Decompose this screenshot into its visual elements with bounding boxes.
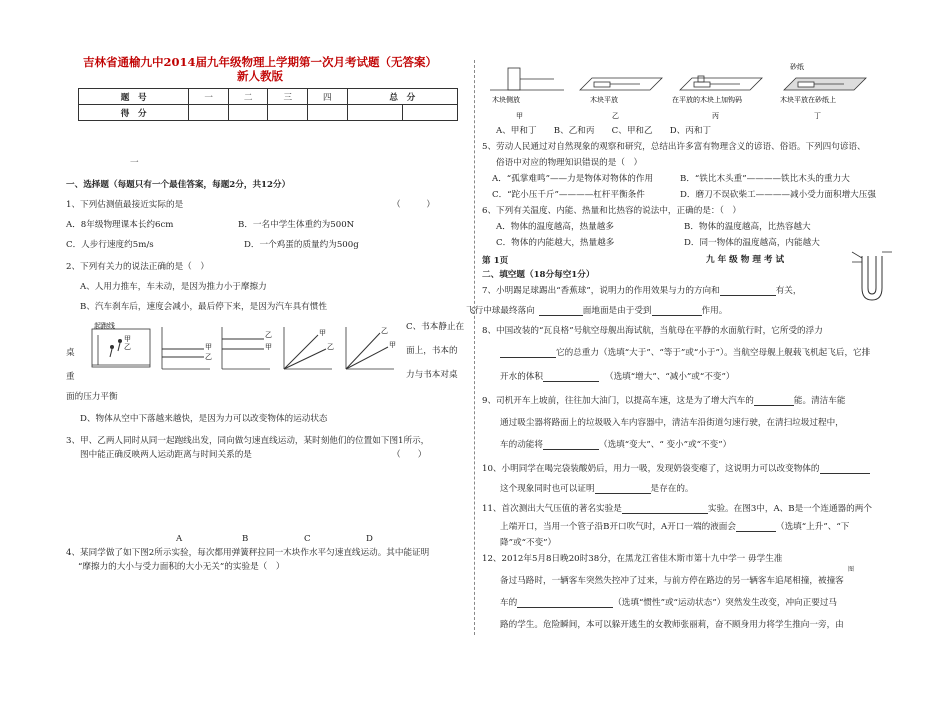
q7-text-a: 7、小明踢足球踢出“香蕉球”，说明力的作用效果与力的方向和 bbox=[482, 286, 720, 296]
q9-blank-2[interactable] bbox=[543, 449, 599, 450]
q7-text-b: 有关， bbox=[775, 286, 802, 296]
graph-b bbox=[222, 327, 272, 369]
u-tube-figure bbox=[848, 248, 896, 304]
section1-heading: 一、选择题（每题只有一个最佳答案，每题2分，共12分） bbox=[66, 180, 291, 190]
q7-blank-3[interactable] bbox=[652, 315, 702, 316]
q1-option-c: C．人步行速度约5m/s bbox=[66, 240, 154, 250]
q5-option-b: B．“铁比木头重”————铁比木头的重力大 bbox=[680, 174, 850, 184]
q11-text-2a: 上端开口，当用一个管子沿B开口吹气时，A开口一端的液面会 bbox=[500, 522, 736, 532]
q2-option-c-part3: 力与书本对桌 bbox=[406, 370, 458, 380]
figure-ding-name: 丁 bbox=[814, 112, 821, 120]
q6-option-c: C．物体的内能越大，热量越多 bbox=[496, 238, 615, 248]
figure-yi-caption: 木块平放 bbox=[590, 96, 618, 104]
q4-figure bbox=[484, 60, 864, 120]
exam-title: 吉林省通榆九中2014届九年级物理上学期第一次月考试题（无答案） bbox=[82, 55, 437, 69]
q8-line3 bbox=[500, 372, 734, 382]
q8-blank-1[interactable] bbox=[500, 357, 556, 358]
graph-d bbox=[346, 327, 396, 369]
graph-c-jia: 甲 bbox=[319, 329, 326, 337]
q9-line2: 通过吸尘器将路面上的垃圾吸入车内容器中，清洁车沿街道匀速行驶，在清扫垃圾过程中， bbox=[500, 418, 844, 428]
graph-c-yi: 乙 bbox=[327, 343, 334, 351]
page-number: 第 1页 bbox=[482, 256, 509, 266]
figure-bing-caption: 在平放的木块上加钩码 bbox=[672, 96, 742, 104]
q9-line1 bbox=[482, 396, 845, 406]
score-header-cell: 一 bbox=[189, 89, 229, 105]
q11-line3: 降”或“不变”） bbox=[500, 538, 557, 548]
q3-label-a: A bbox=[176, 534, 183, 544]
q12-line3 bbox=[500, 598, 837, 608]
graph-b-yi: 乙 bbox=[265, 331, 272, 339]
q10-blank-2[interactable] bbox=[595, 493, 651, 494]
q1-stem: 1、下列估测值最接近实际的是 bbox=[66, 200, 184, 210]
q7-blank-2[interactable] bbox=[539, 315, 583, 316]
q11-text-1b: 实验。在图3中，A、B是一个连通器的两个 bbox=[707, 504, 872, 514]
score-header-cell: 四 bbox=[308, 89, 348, 105]
q4-stem-line2: “摩擦力的大小与受力面积的大小无关”的实验是（ ） bbox=[78, 562, 285, 572]
graph-d-jia: 甲 bbox=[389, 341, 396, 349]
figure-caption-mark: 图 bbox=[848, 566, 855, 573]
score-header-cell: 题 号 bbox=[79, 89, 189, 105]
figure-bing-name: 丙 bbox=[712, 112, 719, 120]
q4-options: A、甲和丁 B、乙和丙 C、甲和乙 D、丙和丁 bbox=[496, 126, 712, 136]
figure-bing bbox=[672, 76, 762, 120]
start-jia-label: 甲 bbox=[124, 335, 131, 343]
q2-side-char-2: 重 bbox=[66, 372, 75, 382]
q9-line3 bbox=[500, 440, 731, 450]
q6-stem: 6、下列有关温度、内能、热量和比热容的说法中，正确的是：（ ） bbox=[482, 206, 741, 216]
q11-text-1a: 11、首次测出大气压值的著名实验是 bbox=[482, 504, 622, 514]
q5-stem-line1: 5、劳动人民通过对自然现象的观察和研究，总结出许多富有物理含义的谚语、俗语。下列四句谚语、 bbox=[482, 142, 866, 152]
graph-a-jia: 甲 bbox=[205, 343, 212, 351]
graph-a-yi: 乙 bbox=[205, 353, 212, 361]
q10-blank-1[interactable] bbox=[820, 473, 870, 474]
q3-label-c: C bbox=[304, 534, 311, 544]
score-cell bbox=[228, 105, 268, 121]
q6-option-d: D．同一物体的温度越高，内能越大 bbox=[684, 238, 820, 248]
q2-stem: 2、下列有关力的说法正确的是（ ） bbox=[66, 262, 209, 272]
q8-text-3b: （选填“增大”、“减小”或“不变”） bbox=[604, 372, 735, 382]
start-line-diagram bbox=[92, 321, 150, 367]
q9-text-1b: 能。清洁车能 bbox=[793, 396, 846, 406]
q9-text-3a: 车的动能将 bbox=[500, 440, 543, 450]
stray-mark: 一 bbox=[130, 158, 139, 168]
q9-blank-1[interactable] bbox=[754, 405, 794, 406]
q11-blank-1[interactable] bbox=[622, 513, 708, 514]
q11-line2 bbox=[500, 522, 849, 532]
figure-ding bbox=[780, 62, 866, 120]
q4-stem-line1: 4、某同学做了如下图2所示实验，每次都用弹簧秤拉同一木块作水平匀速直线运动。其中能证明 bbox=[66, 548, 430, 558]
score-cell bbox=[189, 105, 229, 121]
q8-line1: 8、中国改装的“瓦良格”号航空母舰出海试航，当航母在平静的水面航行时，它所受的浮力 bbox=[482, 326, 823, 336]
q12-line4: 路的学生。危险瞬间，本可以躲开逃生的女教师张丽莉，奋不顾身用力将学生推向一旁，由 bbox=[500, 620, 844, 630]
q3-stem-line2: 图中能正确反映两人运动距离与时间关系的是 bbox=[80, 450, 252, 460]
graph-b-jia: 甲 bbox=[265, 343, 272, 351]
score-cell bbox=[347, 105, 402, 121]
score-row-label: 得 分 bbox=[79, 105, 189, 121]
start-line-label: 起跑线 bbox=[94, 322, 115, 330]
figure-jia-caption: 木块侧放 bbox=[492, 96, 520, 104]
q6-option-b: B．物体的温度越高，比热容越大 bbox=[684, 222, 811, 232]
q5-stem-line2: 俗语中对应的物理知识错误的是（ ） bbox=[496, 158, 643, 168]
q11-blank-2[interactable] bbox=[736, 531, 776, 532]
q1-option-a: A．8年级物理课本长约6cm bbox=[66, 220, 174, 230]
q3-figure bbox=[90, 322, 400, 380]
q1-option-d: D．一个鸡蛋的质量约为500g bbox=[244, 240, 359, 250]
figure-yi bbox=[580, 78, 662, 120]
q5-option-d: D．磨刀不误砍柴工————减小受力面积增大压强 bbox=[680, 190, 876, 200]
score-header-cell: 三 bbox=[268, 89, 308, 105]
q8-text-3a: 开水的体积 bbox=[500, 372, 543, 382]
figure-jia-name: 甲 bbox=[516, 112, 523, 120]
graph-d-yi: 乙 bbox=[381, 327, 388, 335]
column-divider bbox=[474, 60, 475, 635]
q1-option-b: B．一名中学生体重约为500N bbox=[238, 220, 355, 230]
q12-blank-1[interactable] bbox=[517, 607, 613, 608]
q6-option-a: A．物体的温度越高，热量越多 bbox=[496, 222, 614, 232]
q10-text-1a: 10、小明同学在喝完袋装酸奶后，用力一吸，发现奶袋变瘪了，这说明力可以改变物体的 bbox=[482, 464, 820, 474]
q10-text-2b: 是存在的。 bbox=[650, 484, 694, 494]
q3-label-d: D bbox=[366, 534, 373, 544]
q1-paren: （ ） bbox=[392, 200, 435, 210]
start-yi-label: 乙 bbox=[124, 343, 131, 351]
q7-line2 bbox=[466, 306, 727, 316]
q12-text-3b: （选填“惯性”或“运动状态”）突然发生改变，冲向正要过马 bbox=[613, 598, 838, 608]
q12-line1: 12、2012年5月8日晚20时38分，在黑龙江省佳木斯市第十九中学一 毋学生准 bbox=[482, 554, 783, 564]
q8-line2 bbox=[500, 348, 870, 358]
q7-text-c: 飞行中球最终落向 bbox=[466, 306, 535, 316]
q9-text-3b: （选填“变大”、“ 变小”或“不变”） bbox=[598, 440, 732, 450]
exam-header: 九 年 级 物 理 考 试 bbox=[706, 255, 785, 265]
q2-side-char-1: 桌 bbox=[66, 348, 75, 358]
q7-text-e: 作用。 bbox=[701, 306, 728, 316]
q8-text-2: 它的总重力（选填“大于”、“等于”或“小于”）。当航空母舰上舰载飞机起飞后，它排 bbox=[556, 348, 871, 358]
figure-jia bbox=[490, 68, 564, 120]
q7-blank-1[interactable] bbox=[720, 295, 776, 296]
q3-label-b: B bbox=[242, 534, 249, 544]
q2-option-c-part1: C、书本静止在 bbox=[406, 322, 465, 332]
score-cell bbox=[268, 105, 308, 121]
score-table-score-row bbox=[79, 105, 458, 121]
figure-ding-caption: 木块平放在砂纸上 bbox=[780, 96, 836, 104]
q10-line1 bbox=[482, 464, 870, 474]
q12-text-3a: 车的 bbox=[500, 598, 518, 608]
figure-ding-sand-label: 砂纸 bbox=[790, 63, 804, 71]
q2-option-c-part2: 面上，书本的 bbox=[406, 346, 458, 356]
q11-line1 bbox=[482, 504, 872, 514]
q5-option-a: A．“孤掌难鸣”——力是物体对物体的作用 bbox=[492, 174, 654, 184]
q10-text-2a: 这个现象同时也可以证明 bbox=[500, 484, 595, 494]
q12-line2: 备过马路时，一辆客车突然失控冲了过来，与前方停在路边的另一辆客车追尾相撞，被撞客 bbox=[500, 576, 844, 586]
q11-text-2b: （选填“上升”、“下 bbox=[775, 522, 850, 532]
score-table-header-row bbox=[79, 89, 458, 105]
exam-subtitle: 新人教版 bbox=[237, 69, 283, 83]
q2-option-a: A、人用力推车，车未动，是因为推力小于摩擦力 bbox=[80, 282, 267, 292]
score-table bbox=[78, 88, 458, 121]
q2-option-b: B、汽车刹车后，速度会减小，最后停下来，是因为汽车具有惯性 bbox=[80, 302, 327, 312]
score-cell bbox=[402, 105, 457, 121]
q7-text-d: 面地面是由于受到 bbox=[582, 306, 652, 316]
q9-text-1a: 9、司机开车上坡前，往往加大油门，以提高车速，这是为了增大汽车的 bbox=[482, 396, 754, 406]
score-cell bbox=[308, 105, 348, 121]
q7-line1 bbox=[482, 286, 802, 296]
q2-option-c-part4: 面的压力平衡 bbox=[66, 392, 118, 402]
q10-line2 bbox=[500, 484, 694, 494]
q3-stem-line1: 3、甲、乙两人同时从同一起跑线出发，同向做匀速直线运动，某时刻他们的位置如下图1所示， bbox=[66, 436, 430, 446]
score-header-cell: 总 分 bbox=[347, 89, 457, 105]
score-header-cell: 二 bbox=[228, 89, 268, 105]
q3-paren: （ ） bbox=[392, 450, 427, 460]
section2-heading: 二、填空题（18分每空1分） bbox=[482, 270, 595, 280]
figure-yi-name: 乙 bbox=[612, 112, 619, 120]
q5-option-c: C．“跎小压千斤”————杠杆平衡条件 bbox=[492, 190, 645, 200]
q2-option-d: D、物体从空中下落越来越快，是因为力可以改变物体的运动状态 bbox=[80, 414, 328, 424]
graph-a bbox=[162, 327, 212, 369]
q8-blank-2[interactable] bbox=[543, 381, 599, 382]
graph-c bbox=[284, 327, 334, 369]
